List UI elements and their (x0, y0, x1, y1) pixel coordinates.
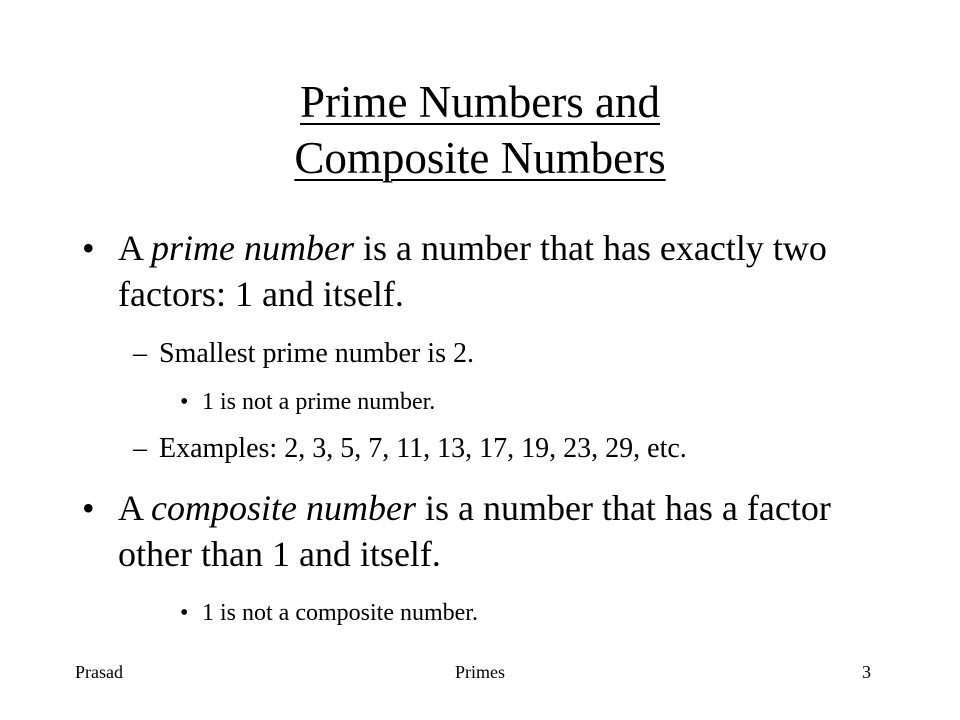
bullet-marker: • (82, 488, 95, 528)
footer-topic: Primes (454, 662, 505, 682)
bullet-text-part1: A (118, 228, 152, 268)
subsubbullet-text: 1 is not a composite number. (202, 600, 478, 626)
bullet-text (118, 485, 878, 577)
bullet-text-part2: is a number that has exactly two factors: 1 and itself. (118, 228, 827, 314)
footer-page-number: 3 (862, 662, 871, 682)
bullet-text-part2: is a number that has a factor other than 1 and itself. (118, 488, 831, 574)
subbullet-text: Examples: 2, 3, 5, 7, 11, 13, 17, 19, 23, 29, etc. (159, 433, 687, 464)
slide-title-line1: Prime Numbers and (300, 77, 660, 127)
bullet-text-part1: A (118, 488, 152, 528)
footer-author: Prasad (75, 662, 123, 682)
bullet-marker: • (180, 600, 189, 626)
term-prime-number: prime number (151, 228, 354, 268)
dash-marker: – (133, 433, 147, 464)
subsubbullet-text: 1 is not a prime number. (202, 389, 436, 415)
slide-title (0, 74, 960, 186)
slide-title-line2: Composite Numbers (294, 133, 666, 183)
bullet-marker: • (180, 389, 189, 415)
term-composite-number: composite number (151, 488, 416, 528)
dash-marker: – (133, 338, 147, 369)
bullet-text (118, 225, 878, 317)
bullet-marker: • (82, 228, 95, 268)
subbullet-text: Smallest prime number is 2. (159, 338, 474, 369)
